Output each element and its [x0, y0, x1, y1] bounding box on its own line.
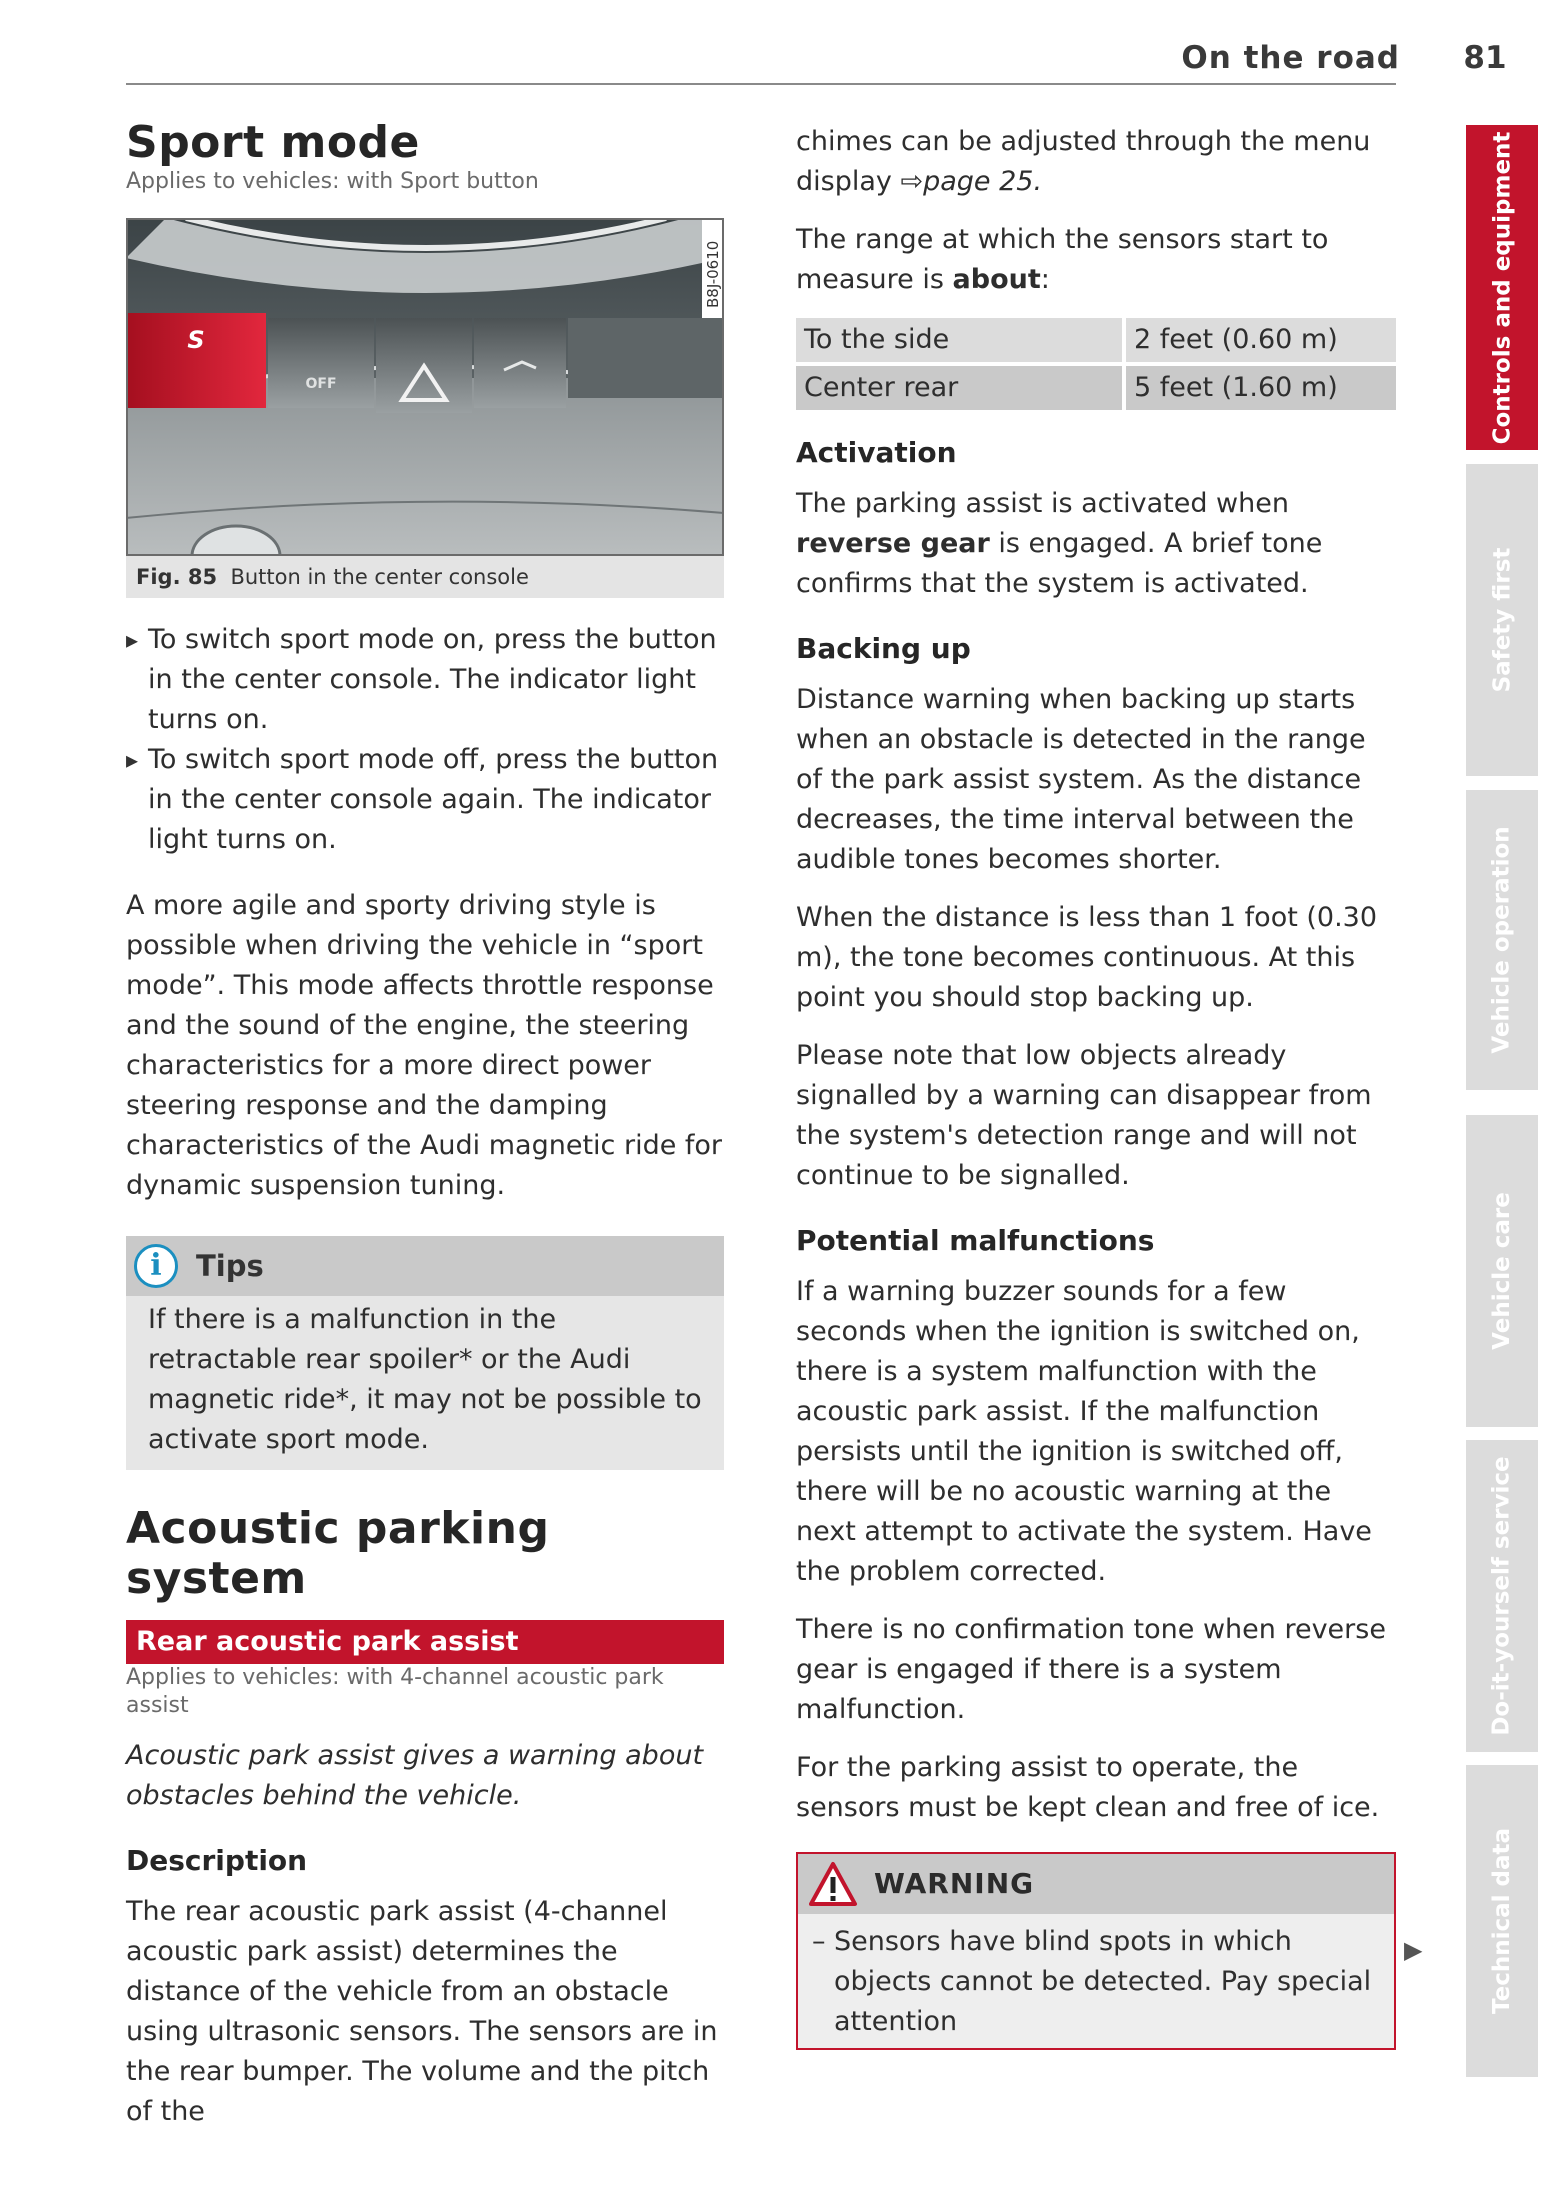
tab-label: Safety first	[1489, 547, 1516, 693]
tab-label: Do-it-yourself service	[1489, 1456, 1515, 1736]
sport-button-label: S	[187, 326, 205, 354]
table-cell-value: 2 feet (0.60 m)	[1126, 318, 1396, 362]
sport-paragraph: A more agile and sporty driving style is possible when driving the vehicle in “sport mode”. This mode affects throttle response and the sound of the engine, the steering characteristics for a more direct power steering response and the damping characteristics of the Audi magnetic ride for dynamic suspension tuning.	[126, 890, 723, 1201]
info-icon: i	[134, 1244, 178, 1288]
figure-code: B8J-0610	[704, 240, 722, 308]
tips-title: Tips	[196, 1249, 264, 1283]
tab-vehicle-care[interactable]	[1466, 1115, 1538, 1427]
table-cell-label: Center rear	[796, 366, 1126, 410]
sport-applies-note: Applies to vehicles: with Sport button	[126, 169, 539, 194]
acoustic-title-line-2: system	[126, 1553, 307, 1604]
tab-label: Vehicle operation	[1489, 826, 1515, 1054]
tab-vehicle-operation[interactable]	[1466, 790, 1538, 1090]
sport-mode-title: Sport mode	[126, 117, 420, 168]
tab-label: Technical data	[1489, 1827, 1516, 2015]
activation-text	[796, 484, 1396, 604]
continued-text	[796, 122, 1396, 202]
backing-paragraph-2: When the distance is less than 1 foot (0.30 m), the tone becomes continuous. At this point you should stop backing up.	[796, 902, 1378, 1013]
tips-box	[126, 1236, 724, 1470]
continued-body: chimes can be adjusted through the menu display	[796, 126, 1371, 197]
activation-post: is engaged. A brief tone confirms that the system is activated.	[796, 528, 1323, 599]
malfunctions-heading: Potential malfunctions	[796, 1224, 1155, 1257]
center-console-illustration	[126, 218, 724, 556]
esc-off-label: OFF	[305, 376, 337, 392]
page-number: 81	[1463, 40, 1507, 76]
warning-header	[798, 1854, 1394, 1914]
malfunction-paragraph-2: There is no confirmation tone when reverse gear is engaged if there is a system malfunction.	[796, 1614, 1386, 1725]
tab-safety-first[interactable]	[1466, 464, 1538, 776]
tab-do-it-yourself-service[interactable]	[1466, 1440, 1538, 1752]
table-row	[796, 366, 1396, 410]
range-intro	[796, 220, 1396, 300]
tab-label: Vehicle care	[1489, 1192, 1515, 1350]
sport-steps-list	[126, 620, 724, 860]
tips-header	[126, 1236, 724, 1296]
description-text: The rear acoustic park assist (4-channel acoustic park assist) determines the distance of the vehicle from an obstacle using ultrasonic sensors. The sensors are in the rear bumper. The volume and the pitch of the	[126, 1896, 718, 2127]
backing-paragraph-1: Distance warning when backing up starts when an obstacle is detected in the range of the park assist system. As the distance decreases, the time interval between the audible tones becomes shorter.	[796, 684, 1366, 875]
malfunction-paragraph-3: For the parking assist to operate, the sensors must be kept clean and free of ice.	[796, 1752, 1380, 1823]
tab-controls-and-equipment[interactable]	[1466, 125, 1538, 450]
rear-intro: Acoustic park assist gives a warning about obstacles behind the vehicle.	[126, 1740, 704, 1811]
warning-box	[796, 1852, 1396, 2050]
table-cell-value: 5 feet (1.60 m)	[1126, 366, 1396, 410]
activation-bold: reverse gear	[796, 528, 990, 559]
tips-body: If there is a malfunction in the retractable rear spoiler* or the Audi magnetic ride*, it may not be possible to activate sport mode.	[148, 1304, 702, 1455]
running-header-section: On the road	[1181, 40, 1400, 76]
header-rule	[126, 83, 1396, 85]
tab-label: Controls and equipment	[1489, 131, 1516, 444]
step-item: ▸ To switch sport mode off, press the button in the center console again. The indicator light turns on.	[126, 740, 724, 860]
range-intro-bold: about	[952, 264, 1041, 295]
range-intro-post: :	[1040, 264, 1050, 295]
arrow-right-icon: ⇨	[900, 166, 924, 197]
backing-up-heading: Backing up	[796, 632, 971, 665]
tab-technical-data[interactable]	[1466, 1765, 1538, 2077]
esc-off-button	[268, 318, 374, 408]
range-intro-pre: The range at which the sensors start to measure is	[796, 224, 1329, 295]
warning-dash: –	[812, 1926, 826, 1957]
figure-caption-text: Button in the center console	[230, 565, 529, 589]
warning-triangle-icon	[808, 1861, 858, 1907]
rear-applies-note: Applies to vehicles: with 4-channel acoustic park assist	[126, 1665, 664, 1718]
figure-caption-label: Fig. 85	[136, 565, 218, 589]
activation-pre: The parking assist is activated when	[796, 488, 1289, 519]
acoustic-parking-title	[126, 1504, 724, 1604]
console-edge	[568, 318, 724, 398]
activation-heading: Activation	[796, 436, 957, 469]
description-heading: Description	[126, 1844, 308, 1877]
acoustic-title-line-1: Acoustic parking	[126, 1503, 550, 1554]
warning-body	[798, 1914, 1394, 2048]
figure-85	[126, 218, 724, 598]
step-item: ▸ To switch sport mode on, press the button in the center console. The indicator light turns on.	[126, 620, 724, 740]
sensor-range-table	[796, 314, 1396, 414]
continue-arrow-icon: ▶	[1404, 1936, 1423, 1964]
table-row	[796, 318, 1396, 362]
table-cell-label: To the side	[796, 318, 1126, 362]
rear-park-assist-heading: Rear acoustic park assist	[126, 1620, 724, 1664]
figure-caption	[126, 556, 724, 598]
warning-text: Sensors have blind spots in which objects cannot be detected. Pay special attention	[834, 1926, 1372, 2037]
warning-title: WARNING	[874, 1867, 1035, 1900]
page-reference-link[interactable]: page 25.	[923, 166, 1043, 197]
backing-paragraph-3: Please note that low objects already signalled by a warning can disappear from the system's detection range and will not continue to be signalled.	[796, 1040, 1372, 1191]
right-column	[796, 122, 1396, 2050]
left-column	[126, 118, 724, 2132]
malfunction-paragraph-1: If a warning buzzer sounds for a few seconds when the ignition is switched on, there is a system malfunction with the acoustic park assist. If the malfunction persists until the ignition is switched off, there will be no acoustic warning at the next attempt to activate the system. Have the problem corrected.	[796, 1276, 1372, 1587]
